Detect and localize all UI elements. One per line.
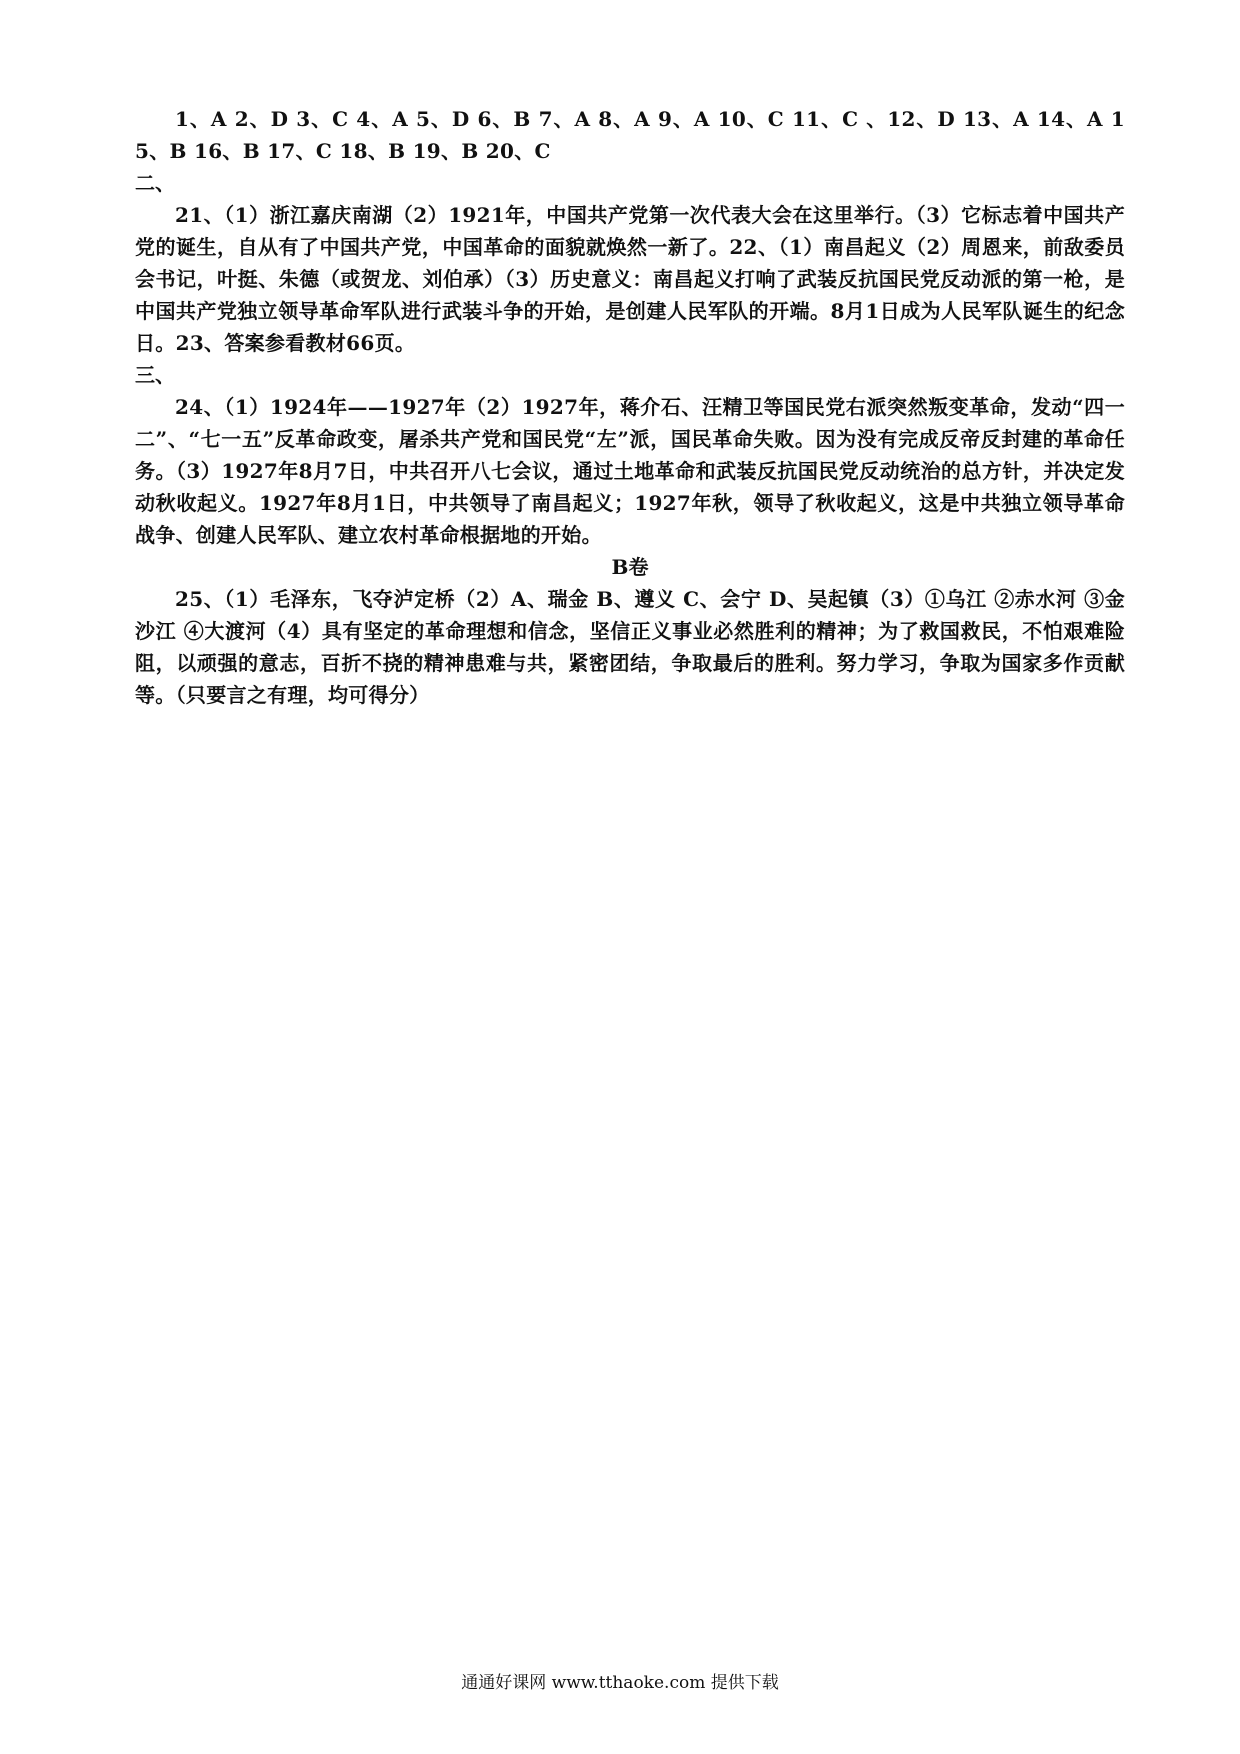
section-b-title: B卷	[611, 555, 649, 579]
section2-heading: 二、	[135, 171, 175, 195]
section2-answers: 21、（1）浙江嘉庆南湖（2）1921年，中国共产党第一次代表大会在这里举行。（3）它标志着中国共产党的诞生，自从有了中国共产党，中国革命的面貌就焕然一新了。22、（1）南昌起义（2）周恩来，前敌委员会书记，叶挺、朱德（或贺龙、刘伯承）（3）历史意义：南昌起义打响了武装反抗国民党反动派的第一枪，是中国共产党独立领导革命军队进行武装斗争的开始，是创建人民军队的开端。8月1日成为人民军队诞生的纪念日。23、答案参看教材66页。	[135, 203, 1125, 355]
section1-answers: 1、A 2、D 3、C 4、A 5、D 6、B 7、A 8、A 9、A 10、C 11、C 、12、D 13、A 14、A 15、B 16、B 17、C 18、B 19、B 20、C	[135, 107, 1125, 163]
footer-credit: 通通好课网 www.tthaoke.com 提供下载	[461, 1673, 779, 1693]
section3-answers: 24、（1）1924年——1927年（2）1927年，蒋介石、汪精卫等国民党右派突然叛变革命，发动“四一二”、“七一五”反革命政变，屠杀共产党和国民党“左”派，国民革命失败。因为没有完成反帝反封建的革命任务。（3）1927年8月7日，中共召开八七会议，通过土地革命和武装反抗国民党反动统治的总方针，并决定发动秋收起义。1927年8月1日，中共领导了南昌起义；1927年秋，领导了秋收起义，这是中共独立领导革命战争、创建人民军队、建立农村革命根据地的开始。	[135, 395, 1125, 547]
section-b-answers: 25、（1）毛泽东，飞夺泸定桥（2）A、瑞金 B、遵义 C、会宁 D、吴起镇（3）①乌江 ②赤水河 ③金沙江 ④大渡河（4）具有坚定的革命理想和信念，坚信正义事业必然胜利的精神；为了救国救民，不怕艰难险阻，以顽强的意志，百折不挠的精神患难与共，紧密团结，争取最后的胜利。努力学习，争取为国家多作贡献等。（只要言之有理，均可得分）	[135, 587, 1125, 707]
answer-content	[135, 103, 1125, 711]
section3-heading: 三、	[135, 363, 175, 387]
